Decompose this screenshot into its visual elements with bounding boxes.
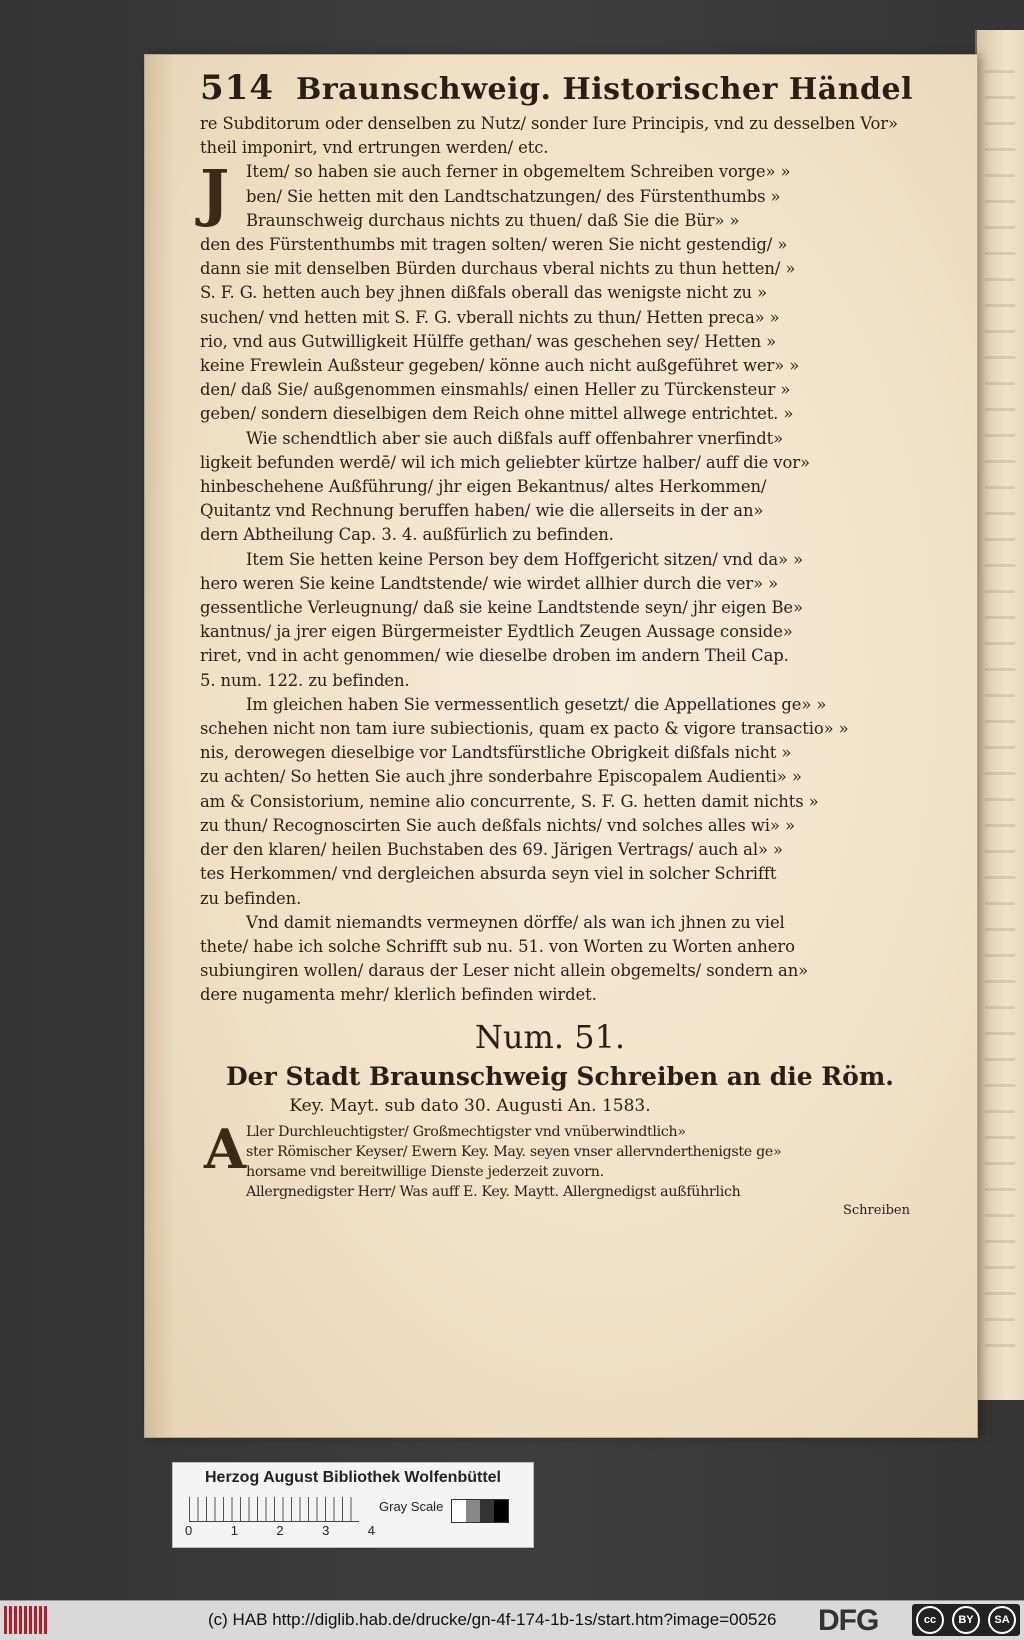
text-line: den/ daß Sie/ außgenommen einsmahls/ einen Heller zu Türckensteur »	[200, 380, 791, 400]
text-line: suchen/ vnd hetten mit S. F. G. vberall nichts zu thun/ Hetten preca» »	[200, 307, 780, 327]
viewer-footer	[0, 1600, 1024, 1640]
drop-cap-initial: J	[200, 156, 230, 230]
drop-cap-initial: A	[204, 1116, 246, 1181]
text-line: zu befinden.	[200, 888, 302, 908]
ruler-label: 4	[367, 1523, 375, 1538]
text-line: gessentliche Verleugnung/ daß sie keine Landtstende seyn/ jhr eigen Be»	[200, 598, 803, 618]
text-line: schehen nicht non tam iure subiectionis, quam ex pacto & vigore transactio» »	[200, 719, 849, 739]
library-name: Herzog August Bibliothek Wolfenbüttel	[205, 1469, 501, 1486]
text-line: Vnd damit niemandts vermeynen dörffe/ als wan ich jhnen zu viel	[246, 912, 785, 932]
section-subtitle: Key. Mayt. sub dato 30. Augusti An. 1583.	[289, 1095, 651, 1116]
text-line: Im gleichen haben Sie vermessentlich gesetzt/ die Appellationes ge» »	[246, 694, 827, 714]
text-line: theil imponirt, vnd ertrungen werden/ etc.	[200, 138, 549, 158]
library-color-card	[172, 1462, 534, 1548]
letter-line: Ller Durchleuchtigster/ Großmechtigster vnd vnüberwindtlich»	[246, 1123, 686, 1140]
text-line: 5. num. 122. zu befinden.	[200, 670, 410, 690]
ruler-label: 0	[185, 1523, 193, 1538]
cc-license-badge[interactable]	[912, 1604, 1020, 1636]
cc-icon: cc	[916, 1606, 944, 1634]
text-line: S. F. G. hetten auch bey jhnen dißfals oberall das wenigste nicht zu »	[200, 283, 768, 303]
text-line: Braunschweig durchaus nichts zu thuen/ daß Sie die Bür» »	[246, 210, 740, 230]
text-line: ligkeit befunden werdē/ wil ich mich geliebter kürtze halber/ auff die vor»	[200, 452, 810, 472]
text-line: dern Abtheilung Cap. 3. 4. außfürlich zu befinden.	[200, 525, 614, 545]
ruler-label: 2	[276, 1523, 284, 1538]
text-line: dere nugamenta mehr/ klerlich befinden wirdet.	[200, 985, 597, 1005]
page-text	[200, 68, 960, 1220]
text-line: hero weren Sie keine Landtstende/ wie wirdet allhier durch die ver» »	[200, 573, 779, 593]
page-header	[200, 68, 960, 112]
text-line: keine Frewlein Außsteur gegeben/ könne auch nicht außgeführet wer» »	[200, 356, 800, 376]
ruler-label: 3	[322, 1523, 330, 1538]
barcode-icon	[4, 1606, 48, 1634]
catchword: Schreiben	[842, 1202, 910, 1218]
text-line: den des Fürstenthumbs mit tragen solten/ weren Sie nicht gestendig/ »	[200, 235, 788, 255]
source-link[interactable]: (c) HAB http://diglib.hab.de/drucke/gn-4f-174-1b-1s/start.htm?image=00526	[208, 1610, 777, 1629]
ruler-labels	[185, 1523, 375, 1538]
text-line: am & Consistorium, nemine alio concurrente, S. F. G. hetten damit nichts »	[200, 791, 819, 811]
text-line: tes Herkommen/ vnd dergleichen absurda seyn viel in solcher Schrifft	[200, 864, 777, 884]
sa-icon: SA	[988, 1606, 1016, 1634]
text-line: ben/ Sie hetten mit den Landtschatzungen/ des Fürstenthumbs »	[246, 186, 781, 206]
text-line: hinbeschehene Außführung/ jhr eigen Bekantnus/ altes Herkommen/	[200, 477, 767, 497]
grayscale-label: Gray Scale	[379, 1499, 444, 1514]
by-icon: BY	[952, 1606, 980, 1634]
section-number: Num. 51.	[474, 1017, 626, 1056]
text-line: riret, vnd in acht genommen/ wie dieselbe droben im andern Theil Cap.	[200, 646, 789, 666]
letter-line: ster Römischer Keyser/ Ewern Key. May. seyen vnser allervnderthenigste ge»	[246, 1143, 782, 1160]
text-line: thete/ habe ich solche Schrifft sub nu. 51. von Worten zu Worten anhero	[200, 936, 795, 956]
text-line: nis, derowegen dieselbige vor Landtsfürstliche Obrigkeit dißfals nicht »	[200, 743, 792, 763]
text-line: zu achten/ So hetten Sie auch jhre sonderbahre Episcopalem Audienti» »	[200, 767, 802, 787]
text-line: kantnus/ ja jrer eigen Bürgermeister Eydtlich Zeugen Aussage conside»	[200, 622, 793, 642]
letter-line: Allergnedigster Herr/ Was auff E. Key. Maytt. Allergnedigst außführlich	[246, 1183, 741, 1200]
text-line: rio, vnd aus Gutwilligkeit Hülffe gethan/ was geschehen sey/ Hetten »	[200, 331, 777, 351]
section-title: Der Stadt Braunschweig Schreiben an die Röm.	[226, 1061, 894, 1091]
text-line: der den klaren/ heilen Buchstaben des 69. Järigen Vertrags/ auch al» »	[200, 840, 783, 860]
text-line: Wie schendtlich aber sie auch dißfals auff offenbahrer vnerfindt»	[246, 428, 784, 448]
text-line: re Subditorum oder denselben zu Nutz/ sonder Iure Principis, vnd zu desselben Vor»	[200, 114, 898, 133]
ruler-label: 1	[230, 1523, 238, 1538]
text-line: Item/ so haben sie auch ferner in obgemeltem Schreiben vorge» »	[246, 162, 791, 182]
grayscale-swatch	[451, 1499, 509, 1523]
running-title: Braunschweig. Historischer Händel	[296, 72, 913, 107]
text-line: dann sie mit denselben Bürden durchaus vberal nichts zu thun hetten/ »	[200, 259, 796, 279]
scale-ruler	[189, 1497, 359, 1522]
text-line: Quitantz vnd Rechnung beruffen haben/ wie die allerseits in der an»	[200, 501, 764, 521]
text-line: geben/ sondern dieselbigen dem Reich ohne mittel allwege entrichtet. »	[200, 404, 794, 424]
dfg-logo: DFG	[818, 1604, 879, 1637]
letter-line: horsame vnd bereitwillige Dienste jederzeit zuvorn.	[246, 1163, 604, 1180]
page-number: 514	[200, 68, 274, 108]
facing-page-edge	[975, 30, 1024, 1400]
text-line: Item Sie hetten keine Person bey dem Hoffgericht sitzen/ vnd da» »	[246, 549, 804, 569]
text-line: subiungiren wollen/ daraus der Leser nicht allein obgemelts/ sondern an»	[200, 961, 809, 981]
text-line: zu thun/ Recognoscirten Sie auch deßfals nichts/ vnd solches alles wi» »	[200, 815, 795, 835]
